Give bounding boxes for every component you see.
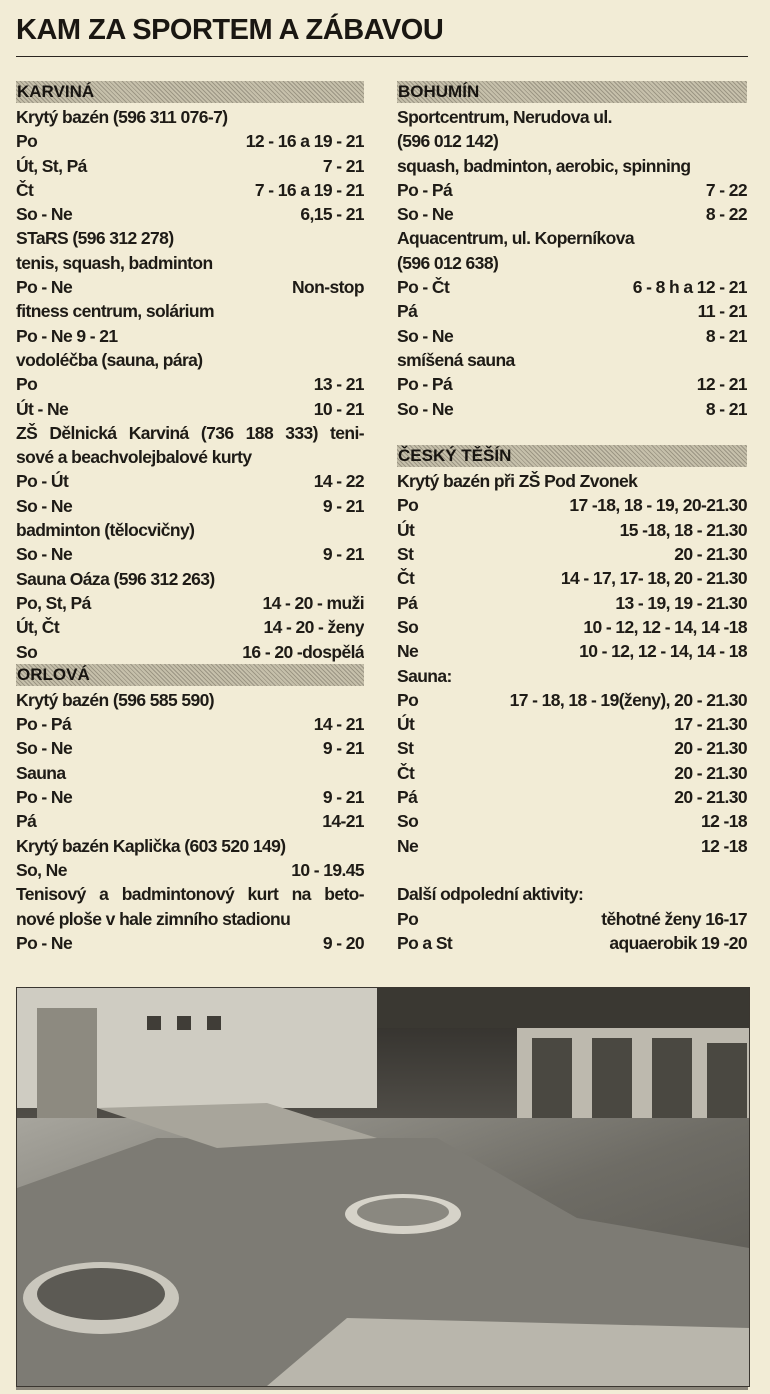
schedule-hours: 17 - 18, 18 - 19(ženy), 20 - 21.30 (509, 689, 747, 710)
text-line: Sauna (16, 762, 66, 783)
schedule-day: Út, Čt (16, 617, 60, 638)
section-bohumin (397, 81, 747, 421)
schedule-hours: 11 - 21 (697, 301, 747, 322)
schedule-row (397, 542, 747, 566)
schedule-day: Ne (397, 835, 419, 856)
schedule-hours: 9 - 20 (322, 932, 364, 953)
schedule-hours: 7 - 22 (705, 179, 747, 200)
schedule-hours: těhotné ženy 16-17 (601, 908, 747, 929)
schedule-row (397, 372, 747, 396)
text-line: Krytý bazén (596 585 590) (16, 689, 215, 710)
text-line: Krytý bazén (596 311 076-7) (16, 107, 228, 127)
schedule-day: Čt (16, 179, 34, 200)
text-line: sové a beachvolejbalové kurty (16, 447, 252, 468)
schedule-day: So - Ne (16, 495, 73, 516)
schedule-hours: 7 - 16 a 19 - 21 (254, 179, 364, 200)
schedule-hours: 9 - 21 (322, 787, 364, 808)
schedule-day: Pá (397, 301, 418, 322)
schedule-row (397, 834, 747, 858)
schedule-row (397, 324, 747, 348)
schedule-hours: 17 -18, 18 - 19, 20-21.30 (569, 495, 747, 516)
schedule-day: So - Ne (16, 204, 73, 225)
section-heading-karvina: KARVINÁ (16, 81, 364, 103)
text-line: badminton (tělocvičny) (16, 520, 195, 541)
schedule-day: So - Ne (397, 204, 454, 225)
schedule-day: So - Ne (397, 325, 454, 346)
schedule-day: Pá (397, 787, 418, 808)
schedule-hours: 12 - 21 (696, 374, 747, 395)
schedule-day: Po (397, 495, 419, 516)
schedule-day: Po - Pá (397, 374, 453, 395)
schedule-day: Po - Pá (16, 714, 72, 735)
left-column (16, 81, 364, 955)
schedule-hours: 20 - 21.30 (674, 738, 747, 759)
schedule-hours: 13 - 21 (313, 374, 364, 395)
schedule-hours: 20 - 21.30 (674, 544, 747, 565)
schedule-row (397, 178, 747, 202)
section-cesky-tesin (397, 445, 747, 955)
schedule-day: Út - Ne (16, 398, 69, 419)
schedule-day: Út, St, Pá (16, 155, 87, 176)
schedule-row (397, 736, 747, 760)
schedule-day: Po - Ne (16, 277, 73, 298)
schedule-hours: 20 - 21.30 (674, 762, 747, 783)
schedule-row (397, 639, 747, 663)
text-line: Sauna Oáza (596 312 263) (16, 568, 215, 589)
schedule-day: Po - Ne (16, 787, 73, 808)
schedule-hours: 10 - 19.45 (291, 859, 364, 880)
schedule-hours: 14 - 20 - ženy (263, 617, 364, 638)
schedule-row (397, 566, 747, 590)
schedule-day: Ne (397, 641, 419, 662)
schedule-hours: 8 - 22 (705, 204, 747, 225)
text-line: (596 012 638) (397, 252, 499, 273)
schedule-day: St (397, 738, 414, 759)
schedule-row (397, 615, 747, 639)
schedule-row (16, 712, 364, 736)
section-heading-cesky-tesin: ČESKÝ TĚŠÍN (397, 445, 747, 467)
schedule-row (16, 154, 364, 178)
schedule-hours: Non-stop (292, 277, 364, 298)
section-karvina (16, 81, 364, 664)
text-line: smíšená sauna (397, 349, 515, 370)
schedule-row (16, 785, 364, 809)
schedule-row (397, 275, 747, 299)
schedule-hours: 9 - 21 (322, 495, 364, 516)
section-orlova (16, 664, 364, 955)
schedule-day: So - Ne (16, 738, 73, 759)
schedule-day: So (16, 641, 38, 662)
schedule-day: Po (16, 131, 38, 152)
schedule-row (16, 615, 364, 639)
schedule-day: St (397, 544, 414, 565)
text-line: STaRS (596 312 278) (16, 228, 174, 249)
section-heading-bohumin: BOHUMÍN (397, 81, 747, 103)
schedule-day: So - Ne (16, 544, 73, 565)
schedule-hours: 12 -18 (700, 835, 747, 856)
schedule-hours: 16 - 20 -dospělá (242, 641, 364, 662)
schedule-hours: 7 - 21 (322, 155, 364, 176)
schedule-hours: 10 - 12, 12 - 14, 14 -18 (583, 616, 747, 637)
schedule-row (397, 761, 747, 785)
schedule-row (16, 542, 364, 566)
schedule-day: Po - Pá (397, 179, 453, 200)
schedule-day: Po, St, Pá (16, 592, 91, 613)
right-column (397, 81, 747, 955)
schedule-hours: 8 - 21 (705, 325, 747, 346)
schedule-day: So - Ne (397, 398, 454, 419)
schedule-hours: 6,15 - 21 (300, 204, 364, 225)
text-line: squash, badminton, aerobic, spinning (397, 155, 691, 176)
text-line: Aquacentrum, ul. Koperníkova (397, 228, 634, 249)
schedule-day: Po - Út (16, 471, 69, 492)
text-line: tenis, squash, badminton (16, 252, 213, 273)
schedule-day: So, Ne (16, 859, 67, 880)
text-line: Sportcentrum, Nerudova ul. (397, 107, 612, 127)
schedule-row (16, 736, 364, 760)
text-line: vodoléčba (sauna, pára) (16, 349, 203, 370)
schedule-day: Po a St (397, 932, 453, 953)
schedule-row (397, 809, 747, 833)
schedule-row (397, 591, 747, 615)
schedule-row (397, 907, 747, 931)
schedule-day: Po (397, 689, 419, 710)
bottom-rule (16, 1387, 748, 1390)
text-line: Po - Ne 9 - 21 (16, 325, 118, 346)
title-rule (16, 56, 748, 57)
schedule-hours: 14-21 (322, 811, 364, 832)
schedule-hours: 14 - 21 (313, 714, 364, 735)
schedule-day: Pá (16, 811, 37, 832)
schedule-day: Út (397, 519, 415, 540)
schedule-hours: 9 - 21 (322, 738, 364, 759)
schedule-row (16, 397, 364, 421)
section-spacer (397, 421, 747, 445)
text-line: Krytý bazén Kaplička (603 520 149) (16, 835, 286, 856)
schedule-row (16, 275, 364, 299)
schedule-row (16, 591, 364, 615)
schedule-row (16, 494, 364, 518)
schedule-row (16, 640, 364, 664)
schedule-hours: aquaerobik 19 -20 (609, 932, 747, 953)
schedule-hours: 12 -18 (700, 811, 747, 832)
text-line: nové ploše v hale zimního stadionu (16, 908, 291, 929)
schedule-hours: 13 - 19, 19 - 21.30 (615, 592, 747, 613)
schedule-day: So (397, 811, 419, 832)
schedule-day: Pá (397, 592, 418, 613)
schedule-row (397, 518, 747, 542)
schedule-day: Po - Ne (16, 932, 73, 953)
schedule-day: So (397, 616, 419, 637)
text-line: fitness centrum, solárium (16, 301, 214, 322)
schedule-hours: 15 -18, 18 - 21.30 (619, 519, 747, 540)
spacer (397, 858, 747, 882)
schedule-row (397, 202, 747, 226)
schedule-row (16, 809, 364, 833)
page-title: KAM ZA SPORTEM A ZÁBAVOU (16, 14, 444, 46)
schedule-row (16, 858, 364, 882)
text-line: Krytý bazén při ZŠ Pod Zvonek (397, 471, 638, 492)
schedule-hours: 9 - 21 (322, 544, 364, 565)
schedule-row (16, 129, 364, 153)
schedule-row (16, 202, 364, 226)
schedule-day: Po (397, 908, 419, 929)
text-line: Další odpolední aktivity: (397, 884, 584, 905)
schedule-hours: 6 - 8 h a 12 - 21 (632, 277, 747, 298)
schedule-hours: 14 - 20 - muži (262, 592, 364, 613)
schedule-day: Po (16, 374, 38, 395)
schedule-row (16, 469, 364, 493)
text-line: ZŠ Dělnická Karviná (736 188 333) teni- (16, 422, 364, 443)
schedule-hours: 17 - 21.30 (674, 714, 747, 735)
section-heading-orlova: ORLOVÁ (16, 664, 364, 686)
schedule-day: Út (397, 714, 415, 735)
schedule-row (397, 688, 747, 712)
schedule-hours: 14 - 17, 17- 18, 20 - 21.30 (560, 568, 747, 589)
indoor-pool-photo (16, 987, 750, 1387)
schedule-row (397, 712, 747, 736)
schedule-hours: 12 - 16 a 19 - 21 (245, 131, 364, 152)
schedule-row (16, 372, 364, 396)
schedule-day: Čt (397, 762, 415, 783)
schedule-hours: 10 - 21 (313, 398, 364, 419)
schedule-day: Po - Čt (397, 277, 450, 298)
text-line: Sauna: (397, 665, 452, 686)
schedule-row (397, 299, 747, 323)
text-line: Tenisový a badmintonový kurt na beto- (16, 884, 364, 905)
schedule-day: Čt (397, 568, 415, 589)
schedule-row (397, 397, 747, 421)
schedule-row (397, 931, 747, 955)
schedule-row (16, 178, 364, 202)
schedule-row (397, 785, 747, 809)
schedule-hours: 14 - 22 (313, 471, 364, 492)
schedule-hours: 8 - 21 (705, 398, 747, 419)
schedule-hours: 10 - 12, 12 - 14, 14 - 18 (579, 641, 747, 662)
schedule-row (16, 931, 364, 955)
schedule-row (397, 493, 747, 517)
text-line: (596 012 142) (397, 131, 499, 152)
schedule-hours: 20 - 21.30 (674, 787, 747, 808)
